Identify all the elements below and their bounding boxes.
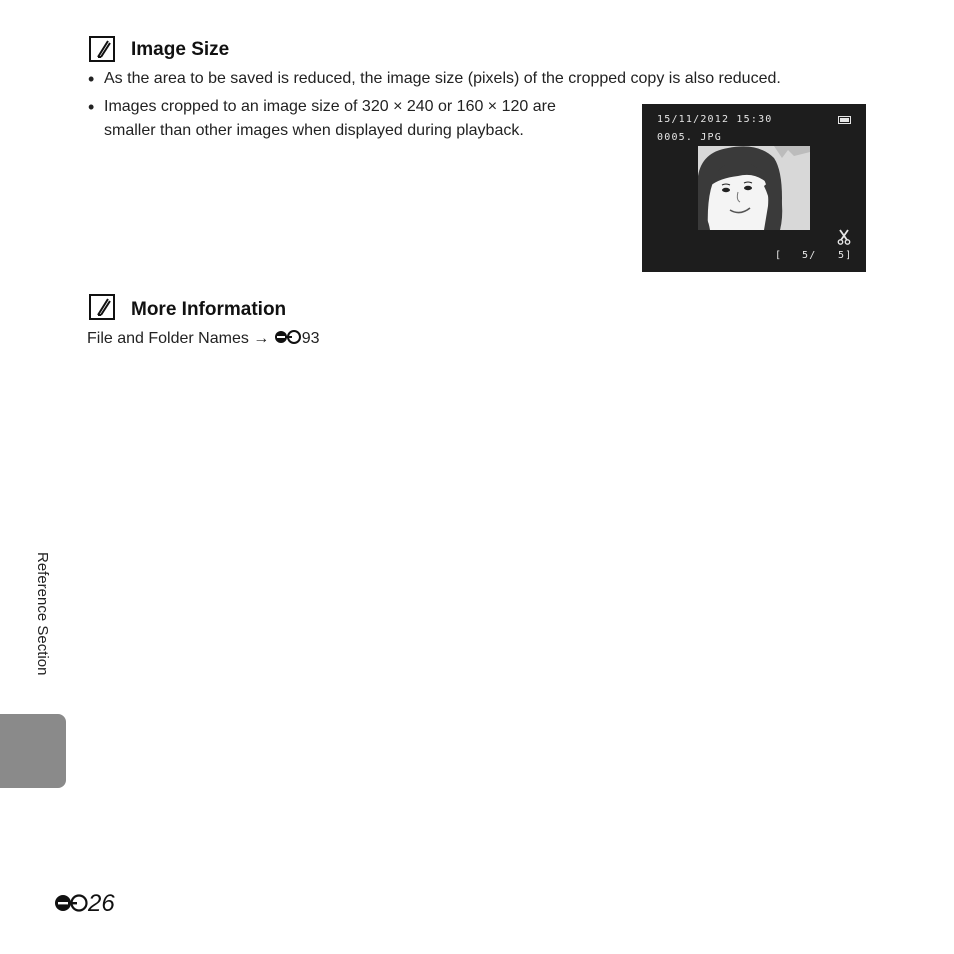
scissors-icon bbox=[837, 229, 851, 250]
bullet-dot: • bbox=[88, 97, 95, 117]
section-title-image-size: Image Size bbox=[131, 39, 230, 60]
bullet-item bbox=[88, 95, 614, 143]
bullet-text: Images cropped to an image size of 320 × 240 or 160 × 120 are bbox=[104, 98, 556, 115]
battery-icon bbox=[838, 116, 851, 124]
note-pencil-icon bbox=[89, 294, 115, 320]
e-reference-icon bbox=[54, 891, 88, 919]
page-number bbox=[54, 890, 115, 919]
screen-datetime: 15/11/2012 15:30 bbox=[657, 114, 773, 125]
bullet-item bbox=[88, 67, 864, 91]
cross-reference[interactable] bbox=[87, 330, 320, 349]
screen-counter-total: 5] bbox=[838, 250, 853, 261]
cross-reference-text: File and Folder Names → bbox=[87, 330, 270, 347]
cross-reference-page: 93 bbox=[301, 330, 320, 347]
bullet-dot: • bbox=[88, 69, 95, 89]
note-pencil-icon bbox=[89, 36, 115, 62]
screen-filename: 0005. JPG bbox=[657, 132, 722, 143]
e-reference-icon bbox=[274, 330, 302, 349]
sidebar-tab-marker bbox=[0, 714, 66, 788]
cropped-photo bbox=[698, 146, 810, 230]
bullet-text: As the area to be saved is reduced, the image size (pixels) of the cropped copy is also reduced. bbox=[104, 70, 781, 87]
screen-counter-current: 5/ bbox=[802, 250, 817, 261]
bullet-text-continued: smaller than other images when displayed during playback. bbox=[104, 122, 524, 139]
camera-playback-screen bbox=[642, 104, 866, 272]
section-title-more-information: More Information bbox=[131, 299, 287, 320]
sidebar-section-label bbox=[26, 552, 66, 702]
sidebar-label-text: Reference Section bbox=[34, 552, 51, 676]
page-number-text: 26 bbox=[88, 890, 115, 917]
screen-counter-open: [ bbox=[775, 250, 783, 261]
